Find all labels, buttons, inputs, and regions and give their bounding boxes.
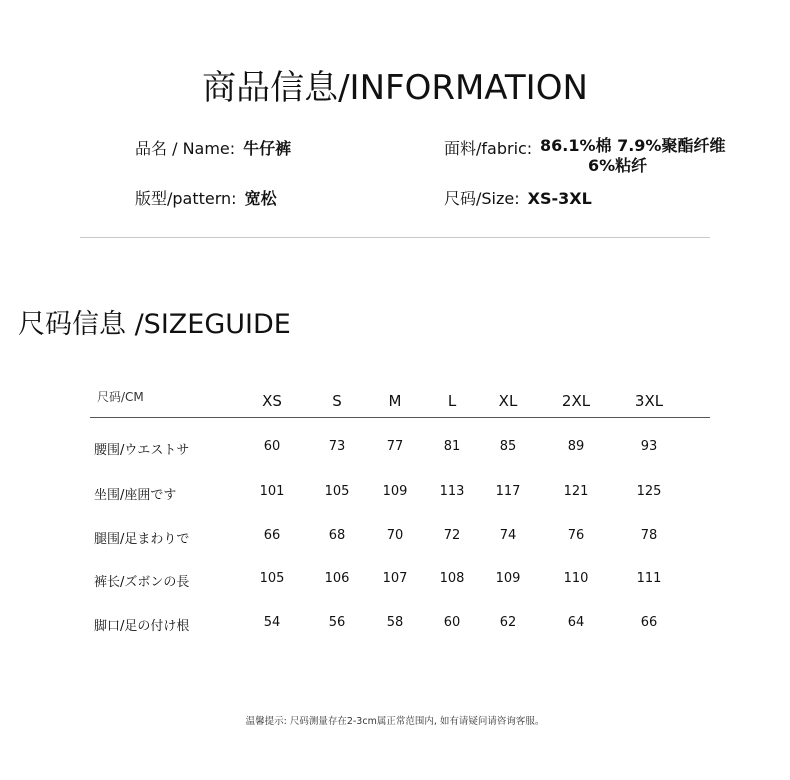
table-row-label: 坐围/座囲です — [94, 488, 177, 503]
table-cell: 56 — [328, 615, 346, 630]
column-header-2xl: 2XL — [561, 392, 591, 410]
table-cell: 68 — [328, 528, 346, 543]
column-header-m: M — [388, 392, 402, 410]
table-cell: 113 — [439, 484, 465, 499]
table-cell: 77 — [386, 439, 404, 454]
table-cell: 78 — [640, 528, 658, 543]
table-cell: 109 — [495, 571, 521, 586]
column-header-xs: XS — [262, 392, 282, 410]
table-cell: 73 — [328, 439, 346, 454]
table-row-label: 腰围/ウエストサ — [94, 443, 190, 458]
column-header-3xl: 3XL — [634, 392, 664, 410]
table-cell: 74 — [499, 528, 517, 543]
table-cell: 125 — [636, 484, 662, 499]
fabric-value-line1: 86.1%棉 7.9%聚酯纤维 — [540, 136, 726, 155]
table-cell: 101 — [259, 484, 285, 499]
table-cell: 60 — [443, 615, 461, 630]
table-cell: 64 — [567, 615, 585, 630]
table-cell: 106 — [324, 571, 350, 586]
table-cell: 110 — [563, 571, 589, 586]
fabric-label: 面料/fabric: — [444, 139, 533, 158]
table-cell: 111 — [636, 571, 662, 586]
table-header-line — [90, 417, 710, 418]
table-cell: 81 — [443, 439, 461, 454]
table-cell: 107 — [382, 571, 408, 586]
table-cell: 54 — [263, 615, 281, 630]
table-cell: 66 — [263, 528, 281, 543]
table-row-label: 脚口/足の付け根 — [94, 619, 190, 634]
table-cell: 60 — [263, 439, 281, 454]
name-label: 品名 / Name: — [135, 139, 236, 158]
table-cell: 93 — [640, 439, 658, 454]
table-cell: 117 — [495, 484, 521, 499]
table-cell: 105 — [324, 484, 350, 499]
size-label: 尺码/Size: — [444, 189, 520, 208]
style-value: 宽松 — [244, 189, 277, 208]
table-cell: 105 — [259, 571, 285, 586]
table-cell: 62 — [499, 615, 517, 630]
table-cell: 72 — [443, 528, 461, 543]
column-header-s: S — [332, 392, 342, 410]
table-cell: 89 — [567, 439, 585, 454]
size-guide-title: 尺码信息 /SIZEGUIDE — [18, 309, 291, 340]
footer-note: 温馨提示: 尺码测量存在2-3cm属正常范围内, 如有请疑问请咨询客服。 — [245, 716, 545, 727]
table-row-label: 腿围/足まわりで — [94, 532, 190, 547]
table-cell: 121 — [563, 484, 589, 499]
table-cell: 85 — [499, 439, 517, 454]
style-label: 版型/pattern: — [135, 189, 237, 208]
column-header-l: L — [447, 392, 457, 410]
information-title: 商品信息/INFORMATION — [202, 68, 588, 108]
name-value: 牛仔裤 — [243, 139, 292, 158]
table-cell: 76 — [567, 528, 585, 543]
table-cell: 109 — [382, 484, 408, 499]
column-header-xl: XL — [498, 392, 518, 410]
table-cell: 58 — [386, 615, 404, 630]
table-cell: 70 — [386, 528, 404, 543]
size-value: XS-3XL — [527, 189, 592, 208]
fabric-value-line2: 6%粘纤 — [588, 156, 648, 175]
table-cell: 108 — [439, 571, 465, 586]
table-corner-label: 尺码/CM — [97, 390, 144, 404]
table-cell: 66 — [640, 615, 658, 630]
table-row-label: 裤长/ズボンの長 — [94, 575, 190, 590]
